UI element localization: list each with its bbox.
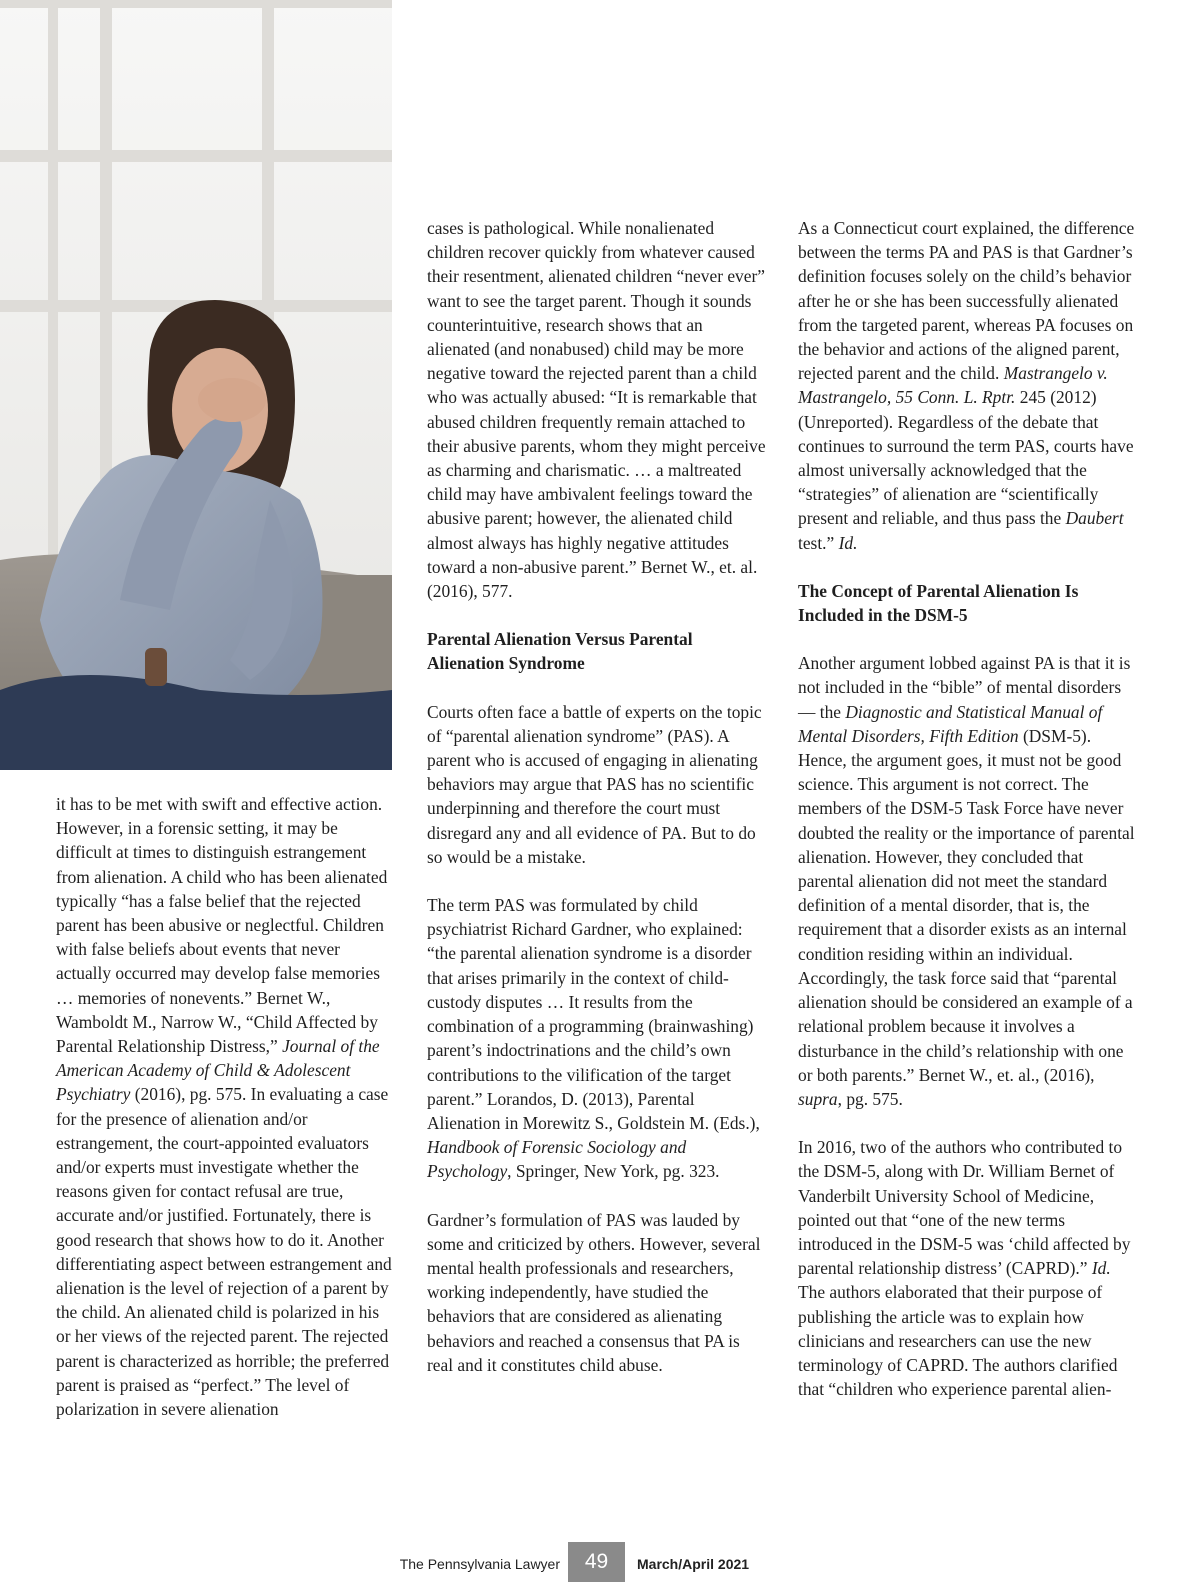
paragraph: cases is pathological. While nonalienated children recover quickly from whatever caused their resentment, alienated children “never ever” want to see the target parent. Though it sounds counterintuitive, research shows that an alienated (and nonabused) child may be more negative toward the rejected parent than a child who was actually abused: “It is remarkable that abused children frequently remain attached to their abusive parents, whom they might perceive as charming and charismatic. … a maltreated child may have ambivalent feelings toward the abusive parent; however, the alienated child almost always has highly negative attitudes toward a non-abusive parent.” Bernet W., et. al. (2016), 577.	[427, 218, 766, 602]
issue-date: March/April 2021	[637, 1556, 750, 1572]
paragraph: As a Connecticut court explained, the difference between the terms PA and PAS is that Gardner’s definition focuses solely on the child’s behavior after he or she has been successfully alienated from the targeted parent, whereas PA focuses on the behavior and actions of the aligned parent, rejected parent and the child. Mastrangelo v. Mastrangelo, 55 Conn. L. Rptr. 245 (2012) (Unreported). Regardless of the debate that continues to surround the term PAS, courts have almost universally acknowledged that the “strategies” of alienation are “scientifically present and reliable, and thus pass the Daubert test.” Id.	[798, 218, 1135, 553]
supra-citation: supra	[798, 1088, 838, 1109]
column-right	[798, 216, 1136, 1401]
column-middle	[427, 216, 767, 1377]
publication-name: The Pennsylvania Lawyer	[399, 1556, 560, 1572]
journal-title: Journal of the American Academy of Child & Adolescent Psychiatry	[56, 1036, 380, 1105]
case-citation: Mastrangelo v. Mastrangelo, 55 Conn. L. Rptr.	[798, 363, 1108, 408]
paragraph: Another argument lobbed against PA is that it is not included in the “bible” of mental disorders — the Diagnostic and Statistical Manual of Mental Disorders, Fifth Edition (DSM-5). Hence, the argument goes, it must not be good science. This argument is not correct. The members of the DSM-5 Task Force have never doubted the reality or the importance of parental alienation. However, they concluded that parental alienation did not meet the standard definition of a mental disorder, that is, the requirement that a disorder exists as an internal condition residing within an individual. Accordingly, the task force said that “parental alienation should be considered an example of a relational problem because it involves a disturbance in the child’s relationship with one or both parents.” Bernet W., et. al., (2016), supra, pg. 575.	[798, 653, 1135, 1109]
daubert-citation: Daubert	[1065, 508, 1124, 529]
book-title: Handbook of Forensic Sociology and Psychology	[427, 1137, 687, 1182]
paragraph: In 2016, two of the authors who contributed to the DSM-5, along with Dr. William Bernet of Vanderbilt University School of Medicine, pointed out that “one of the new terms introduced in the DSM-5 was ‘child affected by parental relationship distress’ (CAPRD).” Id. The authors elaborated that their purpose of publishing the article was to explain how clinicians and researchers can use the new terminology of CAPRD. The authors clarified that “children who experience parental alien-	[798, 1137, 1131, 1400]
column-left	[56, 792, 394, 1421]
section-heading: Parental Alienation Versus Parental Alienation Syndrome	[427, 629, 693, 674]
id-citation: Id.	[838, 532, 858, 553]
article-photo	[0, 0, 392, 770]
paragraph: it has to be met with swift and effective action. However, in a forensic setting, it may be difficult at times to distinguish estrangement from alienation. A child who has been alienated typically “has a false belief that the rejected parent has been abusive or neglectful. Children with false beliefs about events that never actually occurred may develop false memories … memories of nonevents.” Bernet W., Wamboldt M., Narrow W., “Child Affected by Parental Relationship Distress,” Journal of the American Academy of Child & Adolescent Psychiatry (2016), pg. 575. In evaluating a case for the presence of alienation and/or estrangement, the court-appointed evaluators and/or experts must investigate whether the reasons given for contact refusal are true, accurate and/or justified. Fortunately, there is good research that shows how to do it. Another differentiating aspect between estrangement and alienation is the level of rejection of a parent by the child. An alienated child is polarized in his or her views of the rejected parent. The rejected parent is characterized as horrible; the preferred parent is praised as “perfect.” The level of polarization in severe alienation	[56, 794, 392, 1420]
paragraph: Gardner’s formulation of PAS was lauded by some and criticized by others. However, several mental health professionals and researchers, working independently, have studied the behaviors that are considered as alienating behaviors and reached a consensus that PA is real and it constitutes child abuse.	[427, 1209, 761, 1375]
section-heading: The Concept of Parental Alienation Is Included in the DSM-5	[798, 580, 1079, 626]
page-number: 49	[568, 1542, 625, 1582]
paragraph: Courts often face a battle of experts on the topic of “parental alienation syndrome” (PAS). A parent who is accused of engaging in alienating behaviors may argue that PAS has no scientific underpinning and therefore the court must disregard any and all evidence of PA. But to do so would be a mistake.	[427, 701, 762, 867]
id-citation: Id.	[1091, 1258, 1111, 1279]
page-footer	[0, 1542, 1200, 1582]
manual-title: Diagnostic and Statistical Manual of Mental Disorders, Fifth Edition	[798, 701, 1103, 746]
distressed-woman-illustration	[0, 0, 392, 770]
paragraph: The term PAS was formulated by child psychiatrist Richard Gardner, who explained: “the parental alienation syndrome is a disorder that arises primarily in the context of child-custody disputes … It results from the combination of a programming (brainwashing) parent’s indoctrinations and the child’s own contributions to the vilification of the target parent.” Lorandos, D. (2013), Parental Alienation in Morewitz S., Goldstein M. (Eds.), Handbook of Forensic Sociology and Psychology, Springer, New York, pg. 323.	[427, 895, 760, 1182]
